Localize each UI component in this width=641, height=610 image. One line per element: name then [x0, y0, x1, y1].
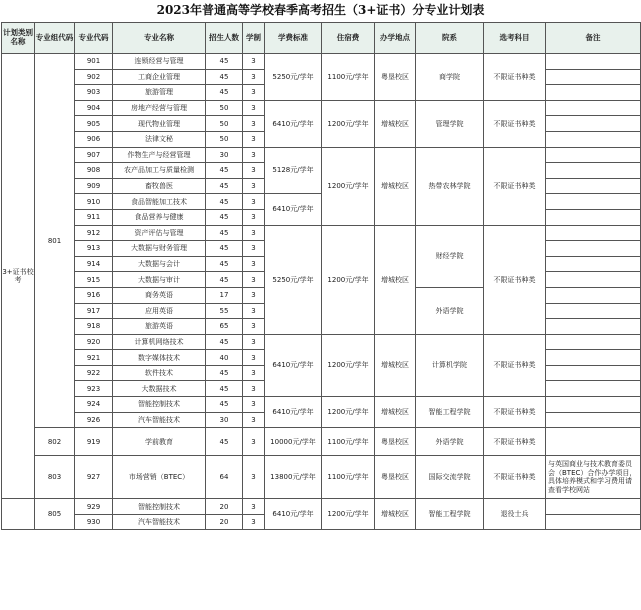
major-code-cell: 905 — [75, 116, 113, 132]
enrollment-cell: 40 — [206, 350, 243, 366]
major-code-cell: 923 — [75, 381, 113, 397]
major-name-cell: 现代物业管理 — [113, 116, 206, 132]
notes-cell: 与英国商业与技术教育委员会（BTEC）合作办学项目，具体培养模式和学习费用请查看学校网站 — [546, 456, 641, 499]
lodging-cell: 1200元/学年 — [322, 100, 375, 147]
tuition-cell: 5250元/学年 — [265, 54, 322, 101]
duration-cell: 3 — [243, 428, 265, 456]
major-name-cell: 畜牧兽医 — [113, 178, 206, 194]
table-row — [2, 334, 641, 350]
location-cell: 增城校区 — [375, 225, 416, 334]
header-subjects: 选考科目 — [484, 23, 546, 54]
major-code-cell: 921 — [75, 350, 113, 366]
notes-cell — [546, 131, 641, 147]
major-code-cell: 904 — [75, 100, 113, 116]
notes-cell — [546, 209, 641, 225]
category-cell — [2, 499, 35, 530]
department-cell: 计算机学院 — [416, 334, 484, 396]
major-code-cell: 911 — [75, 209, 113, 225]
subjects-cell: 不限证书种类 — [484, 100, 546, 147]
enrollment-cell: 50 — [206, 131, 243, 147]
major-code-cell: 913 — [75, 241, 113, 257]
enrollment-cell: 45 — [206, 54, 243, 70]
tuition-cell: 13800元/学年 — [265, 456, 322, 499]
location-cell: 增城校区 — [375, 100, 416, 147]
notes-cell — [546, 54, 641, 70]
enrollment-cell: 50 — [206, 116, 243, 132]
enrollment-cell: 65 — [206, 319, 243, 335]
duration-cell: 3 — [243, 303, 265, 319]
major-name-cell: 应用英语 — [113, 303, 206, 319]
subjects-cell: 不限证书种类 — [484, 334, 546, 396]
enrollment-cell: 30 — [206, 412, 243, 428]
major-name-cell: 智能控制技术 — [113, 397, 206, 413]
major-code-cell: 907 — [75, 147, 113, 163]
subjects-cell: 不限证书种类 — [484, 428, 546, 456]
major-name-cell: 食品智能加工技术 — [113, 194, 206, 210]
enrollment-cell: 55 — [206, 303, 243, 319]
major-name-cell: 作物生产与经营管理 — [113, 147, 206, 163]
notes-cell — [546, 319, 641, 335]
subjects-cell: 不限证书种类 — [484, 456, 546, 499]
enrollment-cell: 64 — [206, 456, 243, 499]
table-row — [2, 225, 641, 241]
major-name-cell: 学前教育 — [113, 428, 206, 456]
duration-cell: 3 — [243, 85, 265, 101]
enrollment-cell: 45 — [206, 241, 243, 257]
location-cell: 粤垦校区 — [375, 456, 416, 499]
department-cell: 外语学院 — [416, 428, 484, 456]
tuition-cell: 6410元/学年 — [265, 100, 322, 147]
table-row — [2, 147, 641, 163]
duration-cell: 3 — [243, 225, 265, 241]
location-cell: 增城校区 — [375, 334, 416, 396]
tuition-cell: 10000元/学年 — [265, 428, 322, 456]
major-code-cell: 909 — [75, 178, 113, 194]
header-notes: 备注 — [546, 23, 641, 54]
duration-cell: 3 — [243, 116, 265, 132]
duration-cell: 3 — [243, 178, 265, 194]
major-code-cell: 916 — [75, 287, 113, 303]
header-major-name: 专业名称 — [113, 23, 206, 54]
major-name-cell: 资产评估与管理 — [113, 225, 206, 241]
header-department: 院系 — [416, 23, 484, 54]
duration-cell: 3 — [243, 131, 265, 147]
table-row — [2, 194, 641, 210]
table-row — [2, 100, 641, 116]
notes-cell — [546, 225, 641, 241]
duration-cell: 3 — [243, 163, 265, 179]
enrollment-cell: 45 — [206, 381, 243, 397]
enrollment-cell: 45 — [206, 428, 243, 456]
duration-cell: 3 — [243, 350, 265, 366]
enrollment-cell: 30 — [206, 147, 243, 163]
location-cell: 增城校区 — [375, 147, 416, 225]
notes-cell — [546, 178, 641, 194]
group-code-cell: 805 — [35, 499, 75, 530]
enrollment-cell: 45 — [206, 163, 243, 179]
duration-cell: 3 — [243, 241, 265, 257]
enrollment-cell: 45 — [206, 178, 243, 194]
major-name-cell: 法律文秘 — [113, 131, 206, 147]
duration-cell: 3 — [243, 334, 265, 350]
major-name-cell: 农产品加工与质量检测 — [113, 163, 206, 179]
department-cell: 国际交流学院 — [416, 456, 484, 499]
table-row — [2, 428, 641, 456]
major-code-cell: 917 — [75, 303, 113, 319]
department-cell: 管理学院 — [416, 100, 484, 147]
enrollment-cell: 45 — [206, 209, 243, 225]
major-name-cell: 汽车智能技术 — [113, 514, 206, 530]
duration-cell: 3 — [243, 54, 265, 70]
duration-cell: 3 — [243, 256, 265, 272]
subjects-cell: 退役士兵 — [484, 499, 546, 530]
notes-cell — [546, 147, 641, 163]
notes-cell — [546, 272, 641, 288]
department-cell: 热带农林学院 — [416, 147, 484, 225]
notes-cell — [546, 365, 641, 381]
duration-cell: 3 — [243, 319, 265, 335]
lodging-cell: 1200元/学年 — [322, 225, 375, 334]
duration-cell: 3 — [243, 147, 265, 163]
subjects-cell: 不限证书种类 — [484, 147, 546, 225]
major-name-cell: 工商企业管理 — [113, 69, 206, 85]
lodging-cell: 1200元/学年 — [322, 334, 375, 396]
lodging-cell: 1100元/学年 — [322, 54, 375, 101]
major-name-cell: 计算机网络技术 — [113, 334, 206, 350]
major-code-cell: 912 — [75, 225, 113, 241]
tuition-cell: 6410元/学年 — [265, 499, 322, 530]
major-code-cell: 926 — [75, 412, 113, 428]
header-tuition: 学费标准 — [265, 23, 322, 54]
tuition-cell: 5250元/学年 — [265, 225, 322, 334]
major-code-cell: 906 — [75, 131, 113, 147]
major-name-cell: 食品营养与健康 — [113, 209, 206, 225]
enrollment-cell: 20 — [206, 514, 243, 530]
notes-cell — [546, 194, 641, 210]
enrollment-cell: 45 — [206, 194, 243, 210]
major-name-cell: 旅游管理 — [113, 85, 206, 101]
enrollment-cell: 45 — [206, 365, 243, 381]
major-name-cell: 连锁经营与管理 — [113, 54, 206, 70]
enrollment-cell: 45 — [206, 225, 243, 241]
enrollment-cell: 45 — [206, 397, 243, 413]
page-title: 2023年普通高等学校春季高考招生（3+证书）分专业计划表 — [156, 3, 485, 17]
tuition-cell: 6410元/学年 — [265, 397, 322, 428]
group-code-cell: 802 — [35, 428, 75, 456]
table-row — [2, 499, 641, 515]
major-name-cell: 大数据与财务管理 — [113, 241, 206, 257]
major-code-cell: 920 — [75, 334, 113, 350]
location-cell: 增城校区 — [375, 499, 416, 530]
department-cell: 智能工程学院 — [416, 499, 484, 530]
notes-cell — [546, 85, 641, 101]
notes-cell — [546, 381, 641, 397]
department-cell: 商学院 — [416, 54, 484, 101]
subjects-cell: 不限证书种类 — [484, 397, 546, 428]
enrollment-cell: 50 — [206, 100, 243, 116]
lodging-cell: 1200元/学年 — [322, 499, 375, 530]
major-code-cell: 922 — [75, 365, 113, 381]
header-group-code: 专业组代码 — [35, 23, 75, 54]
duration-cell: 3 — [243, 100, 265, 116]
lodging-cell: 1100元/学年 — [322, 428, 375, 456]
major-name-cell: 大数据与审计 — [113, 272, 206, 288]
duration-cell: 3 — [243, 412, 265, 428]
duration-cell: 3 — [243, 194, 265, 210]
duration-cell: 3 — [243, 499, 265, 515]
major-name-cell: 智能控制技术 — [113, 499, 206, 515]
duration-cell: 3 — [243, 381, 265, 397]
department-cell: 外语学院 — [416, 287, 484, 334]
notes-cell — [546, 241, 641, 257]
major-name-cell: 大数据技术 — [113, 381, 206, 397]
major-name-cell: 汽车智能技术 — [113, 412, 206, 428]
enrollment-cell: 45 — [206, 272, 243, 288]
major-code-cell: 908 — [75, 163, 113, 179]
tuition-cell: 6410元/学年 — [265, 194, 322, 225]
category-cell: 3+证书校考 — [2, 54, 35, 499]
enrollment-cell: 45 — [206, 85, 243, 101]
location-cell: 粤垦校区 — [375, 428, 416, 456]
location-cell: 粤垦校区 — [375, 54, 416, 101]
subjects-cell: 不限证书种类 — [484, 225, 546, 334]
major-name-cell: 大数据与会计 — [113, 256, 206, 272]
department-cell: 智能工程学院 — [416, 397, 484, 428]
table-row — [2, 456, 641, 499]
header-duration: 学制 — [243, 23, 265, 54]
major-code-cell: 902 — [75, 69, 113, 85]
duration-cell: 3 — [243, 514, 265, 530]
notes-cell — [546, 303, 641, 319]
major-code-cell: 918 — [75, 319, 113, 335]
enrollment-cell: 20 — [206, 499, 243, 515]
major-code-cell: 915 — [75, 272, 113, 288]
notes-cell — [546, 499, 641, 515]
duration-cell: 3 — [243, 209, 265, 225]
notes-cell — [546, 100, 641, 116]
enrollment-cell: 17 — [206, 287, 243, 303]
header-category: 计划类别名称 — [2, 23, 35, 54]
notes-cell — [546, 163, 641, 179]
duration-cell: 3 — [243, 272, 265, 288]
notes-cell — [546, 350, 641, 366]
enrollment-cell: 45 — [206, 334, 243, 350]
enrollment-cell: 45 — [206, 256, 243, 272]
lodging-cell: 1200元/学年 — [322, 147, 375, 225]
major-code-cell: 930 — [75, 514, 113, 530]
major-code-cell: 927 — [75, 456, 113, 499]
major-code-cell: 910 — [75, 194, 113, 210]
notes-cell — [546, 428, 641, 456]
major-name-cell: 软件技术 — [113, 365, 206, 381]
duration-cell: 3 — [243, 365, 265, 381]
duration-cell: 3 — [243, 456, 265, 499]
lodging-cell: 1100元/学年 — [322, 456, 375, 499]
major-name-cell: 数字媒体技术 — [113, 350, 206, 366]
table-header-row — [2, 23, 641, 54]
duration-cell: 3 — [243, 397, 265, 413]
major-name-cell: 房地产经营与管理 — [113, 100, 206, 116]
notes-cell — [546, 287, 641, 303]
group-code-cell: 801 — [35, 54, 75, 428]
notes-cell — [546, 69, 641, 85]
group-code-cell: 803 — [35, 456, 75, 499]
notes-cell — [546, 334, 641, 350]
header-lodging: 住宿费 — [322, 23, 375, 54]
notes-cell — [546, 397, 641, 413]
duration-cell: 3 — [243, 69, 265, 85]
table-row — [2, 54, 641, 70]
major-code-cell: 903 — [75, 85, 113, 101]
department-cell: 财经学院 — [416, 225, 484, 287]
table-row — [2, 397, 641, 413]
major-code-cell: 919 — [75, 428, 113, 456]
plan-table — [1, 22, 641, 530]
tuition-cell: 5128元/学年 — [265, 147, 322, 194]
notes-cell — [546, 256, 641, 272]
subjects-cell: 不限证书种类 — [484, 54, 546, 101]
major-name-cell: 旅游英语 — [113, 319, 206, 335]
tuition-cell: 6410元/学年 — [265, 334, 322, 396]
enrollment-cell: 45 — [206, 69, 243, 85]
header-major-code: 专业代码 — [75, 23, 113, 54]
notes-cell — [546, 116, 641, 132]
major-code-cell: 929 — [75, 499, 113, 515]
major-code-cell: 914 — [75, 256, 113, 272]
notes-cell — [546, 514, 641, 530]
major-code-cell: 924 — [75, 397, 113, 413]
duration-cell: 3 — [243, 287, 265, 303]
header-enrollment: 招生人数 — [206, 23, 243, 54]
header-location: 办学地点 — [375, 23, 416, 54]
major-name-cell: 商务英语 — [113, 287, 206, 303]
lodging-cell: 1200元/学年 — [322, 397, 375, 428]
location-cell: 增城校区 — [375, 397, 416, 428]
notes-cell — [546, 412, 641, 428]
major-code-cell: 901 — [75, 54, 113, 70]
major-name-cell: 市场营销（BTEC） — [113, 456, 206, 499]
